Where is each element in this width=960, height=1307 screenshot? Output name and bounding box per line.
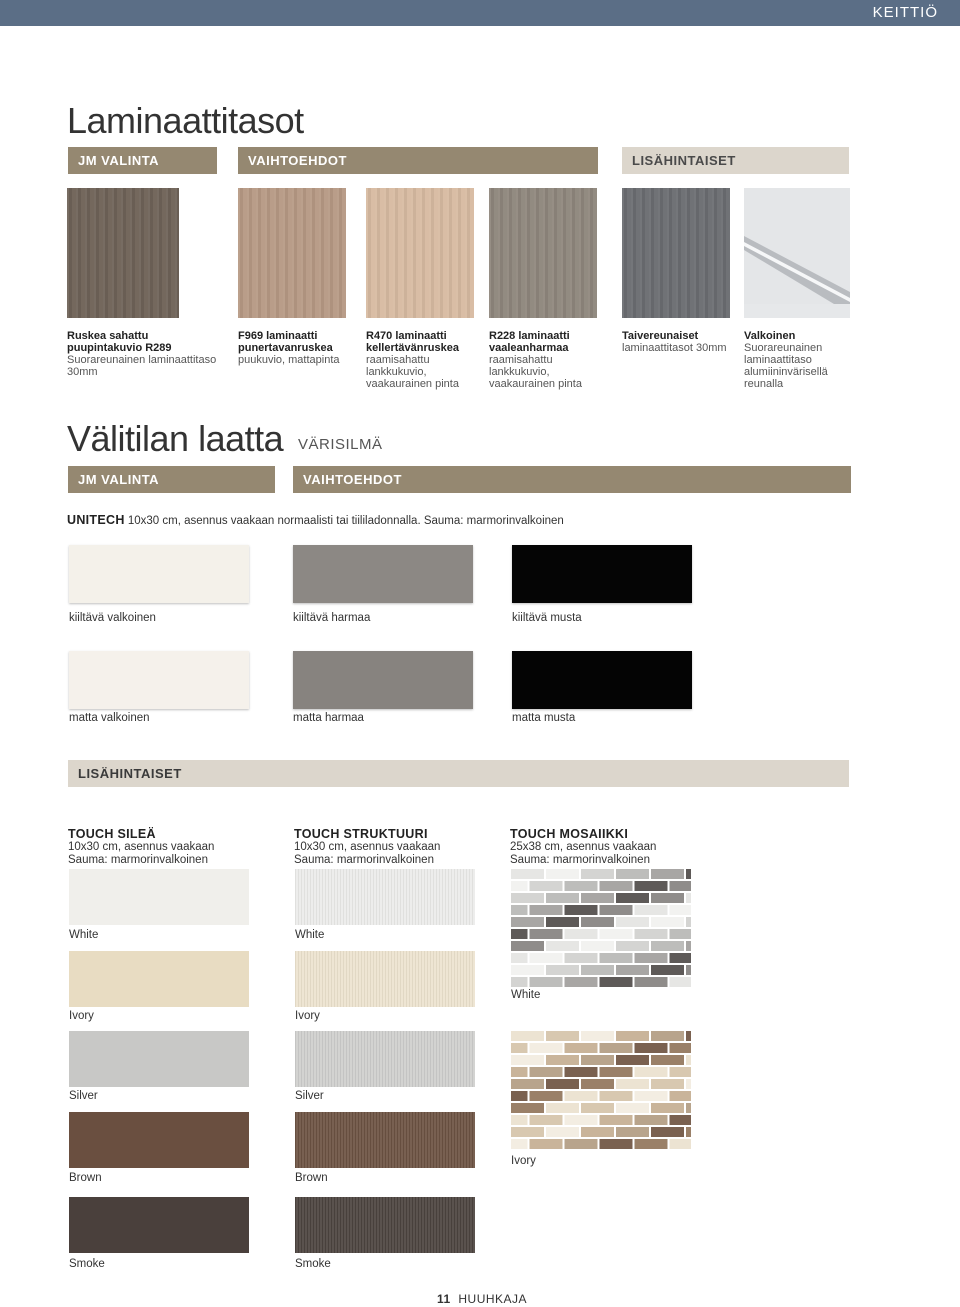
mosaic-piece [686,941,691,951]
mosaic-piece [686,869,691,879]
mosaic-piece [670,1067,692,1077]
mosaic-piece [670,881,692,891]
mosaic-piece [635,1139,668,1149]
mosaic-piece [565,1043,598,1053]
mosaic-piece [670,1115,692,1125]
mosaic-piece [635,1115,668,1125]
mosaic-piece [511,1139,528,1149]
touch-tile-textured [295,869,475,925]
laminate-swatch [238,188,346,318]
mosaic-piece [686,1127,691,1137]
mosaic-piece [546,917,579,927]
mosaic-piece [635,1091,668,1101]
mosaic-piece [616,941,649,951]
mosaic-piece [546,1031,579,1041]
mosaic-grid [511,1029,691,1153]
mosaic-piece [530,905,563,915]
mosaic-piece [670,1091,692,1101]
mosaic-piece [600,929,633,939]
mosaic-piece [651,1031,684,1041]
mosaic-piece [600,1091,633,1101]
mosaic-piece [511,965,544,975]
mosaic-piece [600,1139,633,1149]
mosaic-piece [581,893,614,903]
mosaic-piece [616,1055,649,1065]
mosaic-piece [546,869,579,879]
touch-tile-textured [295,1197,475,1253]
laminate-swatch [489,188,597,318]
tile-swatch [293,545,473,603]
mosaic-piece [600,1043,633,1053]
mosaic-piece [565,977,598,987]
mosaic-piece [635,1067,668,1077]
laminate-swatch [622,188,730,318]
touch-silea-title: TOUCH SILEÄ [68,827,156,841]
mosaic-piece [511,941,544,951]
laminate-caption: Valkoinen Suorareunainen laminaattitaso alumiininvärisellä reunalla [744,330,828,390]
section-label: KEITTIÖ [872,4,938,21]
brand-name: HUUHKAJA [458,1292,528,1306]
mosaic-label: White [511,989,541,1001]
mosaic-piece [616,1127,649,1137]
mosaic-piece [565,905,598,915]
mosaic-piece [616,965,649,975]
mosaic-piece [600,1115,633,1125]
mosaic-piece [686,1079,691,1089]
touch-tile-label: Brown [69,1172,102,1184]
mosaic-piece [600,977,633,987]
mosaic-piece [565,1139,598,1149]
touch-tile [69,1197,249,1253]
mosaic-piece [670,977,692,987]
mosaic-piece [670,905,692,915]
extras-header: LISÄHINTAISET [68,760,849,787]
tile-label: kiiltävä valkoinen [69,612,156,624]
mosaic-piece [651,1055,684,1065]
mosaic-piece [530,1139,563,1149]
mosaic-ivory [511,1029,691,1153]
mosaic-piece [511,905,528,915]
unitech-desc: 10x30 cm, asennus vaakaan normaalisti tai tiililadonnalla. Sauma: marmorinvalkoinen [127,515,564,527]
mosaic-piece [616,1103,649,1113]
page-number: 11 [437,1292,451,1306]
mosaic-piece [511,917,544,927]
mosaic-piece [511,1103,544,1113]
mosaic-piece [581,1103,614,1113]
mosaic-piece [651,917,684,927]
mosaic-piece [635,953,668,963]
mosaic-piece [616,917,649,927]
mosaic-piece [546,1055,579,1065]
touch-tile [69,1112,249,1168]
top-bar [0,0,960,26]
tile-swatch [69,651,249,709]
tiles-subtitle: VÄRISILMÄ [298,436,383,453]
mosaic-piece [511,1055,544,1065]
touch-tile-label: Smoke [69,1258,105,1270]
mosaic-piece [565,1091,598,1101]
mosaic-piece [616,1079,649,1089]
mosaic-piece [511,1067,528,1077]
mosaic-label: Ivory [511,1155,536,1167]
mosaic-piece [600,1067,633,1077]
mosaic-piece [581,1031,614,1041]
mosaic-piece [600,953,633,963]
touch-tile-label: Ivory [295,1010,320,1022]
mosaic-piece [600,905,633,915]
mosaic-piece [670,1139,692,1149]
mosaic-piece [600,881,633,891]
mosaic-piece [511,1127,544,1137]
touch-struktuuri-desc: 10x30 cm, asennus vaakaan Sauma: marmorinvalkoinen [294,841,441,866]
laminate-caption: Taivereunaiset laminaattitasot 30mm [622,330,727,354]
mosaic-piece [546,965,579,975]
mosaic-piece [511,869,544,879]
mosaic-piece [511,881,528,891]
mosaic-piece [616,893,649,903]
mosaic-piece [565,881,598,891]
tiles-options-header: VAIHTOEHDOT [293,466,851,493]
laminate-swatch-white-edge [744,188,850,318]
mosaic-piece [616,869,649,879]
mosaic-piece [530,977,563,987]
mosaic-grid [511,867,691,991]
mosaic-piece [565,929,598,939]
tile-label: matta harmaa [293,712,364,724]
touch-tile-textured [295,1031,475,1087]
mosaic-piece [565,1067,598,1077]
touch-mosaiikki-desc: 25x38 cm, asennus vaakaan Sauma: marmorinvalkoinen [510,841,657,866]
mosaic-piece [651,1127,684,1137]
mosaic-piece [581,941,614,951]
touch-tile-label: White [295,929,325,941]
touch-tile [69,1031,249,1087]
mosaic-piece [511,1031,544,1041]
tile-label: matta musta [512,712,576,724]
mosaic-piece [686,965,691,975]
edge-illustration [744,188,850,304]
touch-tile-label: Silver [295,1090,324,1102]
mosaic-piece [686,1031,691,1041]
mosaic-piece [651,893,684,903]
mosaic-piece [651,941,684,951]
tile-swatch [512,545,692,603]
mosaic-piece [686,1103,691,1113]
touch-tile-label: Brown [295,1172,328,1184]
mosaic-piece [581,917,614,927]
laminate-caption: F969 laminaatti punertavanruskea puukuvio, mattapinta [238,330,340,366]
tile-label: kiiltävä harmaa [293,612,371,624]
mosaic-piece [546,941,579,951]
mosaic-piece [635,929,668,939]
mosaic-piece [635,977,668,987]
mosaic-piece [511,893,544,903]
mosaic-piece [530,1091,563,1101]
tiles-title: Välitilan laatta [67,418,284,459]
lisahintaiset-header: LISÄHINTAISET [622,147,849,174]
mosaic-piece [530,1115,563,1125]
mosaic-piece [530,1067,563,1077]
mosaic-piece [581,869,614,879]
laminate-caption: R470 laminaatti kellertävänruskea raamisahattu lankkukuvio, vaakaurainen pinta [366,330,459,390]
mosaic-piece [546,893,579,903]
mosaic-piece [530,1043,563,1053]
mosaic-piece [635,881,668,891]
mosaic-piece [511,1115,528,1125]
laminate-swatch [67,188,179,318]
laminate-caption: R228 laminaatti vaaleanharmaa raamisahattu lankkukuvio, vaakaurainen pinta [489,330,582,390]
mosaic-piece [511,1079,544,1089]
mosaic-piece [616,1031,649,1041]
mosaic-piece [635,905,668,915]
mosaic-piece [511,953,528,963]
tile-swatch [512,651,692,709]
touch-silea-desc: 10x30 cm, asennus vaakaan Sauma: marmorinvalkoinen [68,841,215,866]
mosaic-piece [511,1091,528,1101]
laminate-swatch [366,188,474,318]
mosaic-piece [530,929,563,939]
unitech-name: UNITECH [67,513,125,527]
tile-label: kiiltävä musta [512,612,582,624]
mosaic-piece [651,965,684,975]
laminate-caption: Ruskea sahattu puupintakuvio R289 Suorareunainen laminaattitaso 30mm [67,330,217,378]
mosaic-piece [565,1115,598,1125]
mosaic-piece [635,1043,668,1053]
mosaic-piece [530,953,563,963]
mosaic-piece [511,929,528,939]
touch-tile [69,951,249,1007]
mosaic-piece [686,1055,691,1065]
mosaic-piece [546,1103,579,1113]
touch-tile [69,869,249,925]
mosaic-piece [651,1103,684,1113]
tile-label: matta valkoinen [69,712,150,724]
touch-tile-label: Ivory [69,1010,94,1022]
mosaic-piece [511,977,528,987]
touch-tile-textured [295,1112,475,1168]
footer [437,1292,527,1306]
mosaic-piece [686,893,691,903]
touch-struktuuri-title: TOUCH STRUKTUURI [294,827,428,841]
mosaic-piece [530,881,563,891]
mosaic-piece [670,929,692,939]
mosaic-white [511,867,691,991]
mosaic-piece [565,953,598,963]
touch-tile-label: Silver [69,1090,98,1102]
mosaic-piece [581,1055,614,1065]
mosaic-piece [670,953,692,963]
touch-tile-label: Smoke [295,1258,331,1270]
mosaic-piece [546,1079,579,1089]
mosaic-piece [686,917,691,927]
unitech-line [67,513,564,527]
touch-tile-label: White [69,929,99,941]
mosaic-piece [581,965,614,975]
mosaic-piece [670,1043,692,1053]
tiles-jm-header: JM VALINTA [68,466,275,493]
mosaic-piece [581,1079,614,1089]
tile-swatch [69,545,249,603]
laminate-title: Laminaattitasot [67,100,304,141]
mosaic-piece [581,1127,614,1137]
touch-tile-textured [295,951,475,1007]
tile-swatch [293,651,473,709]
mosaic-piece [511,1043,528,1053]
vaihtoehdot-header: VAIHTOEHDOT [238,147,598,174]
mosaic-piece [651,1079,684,1089]
mosaic-piece [546,1127,579,1137]
touch-mosaiikki-title: TOUCH MOSAIIKKI [510,827,629,841]
mosaic-piece [651,869,684,879]
jm-valinta-header: JM VALINTA [68,147,217,174]
